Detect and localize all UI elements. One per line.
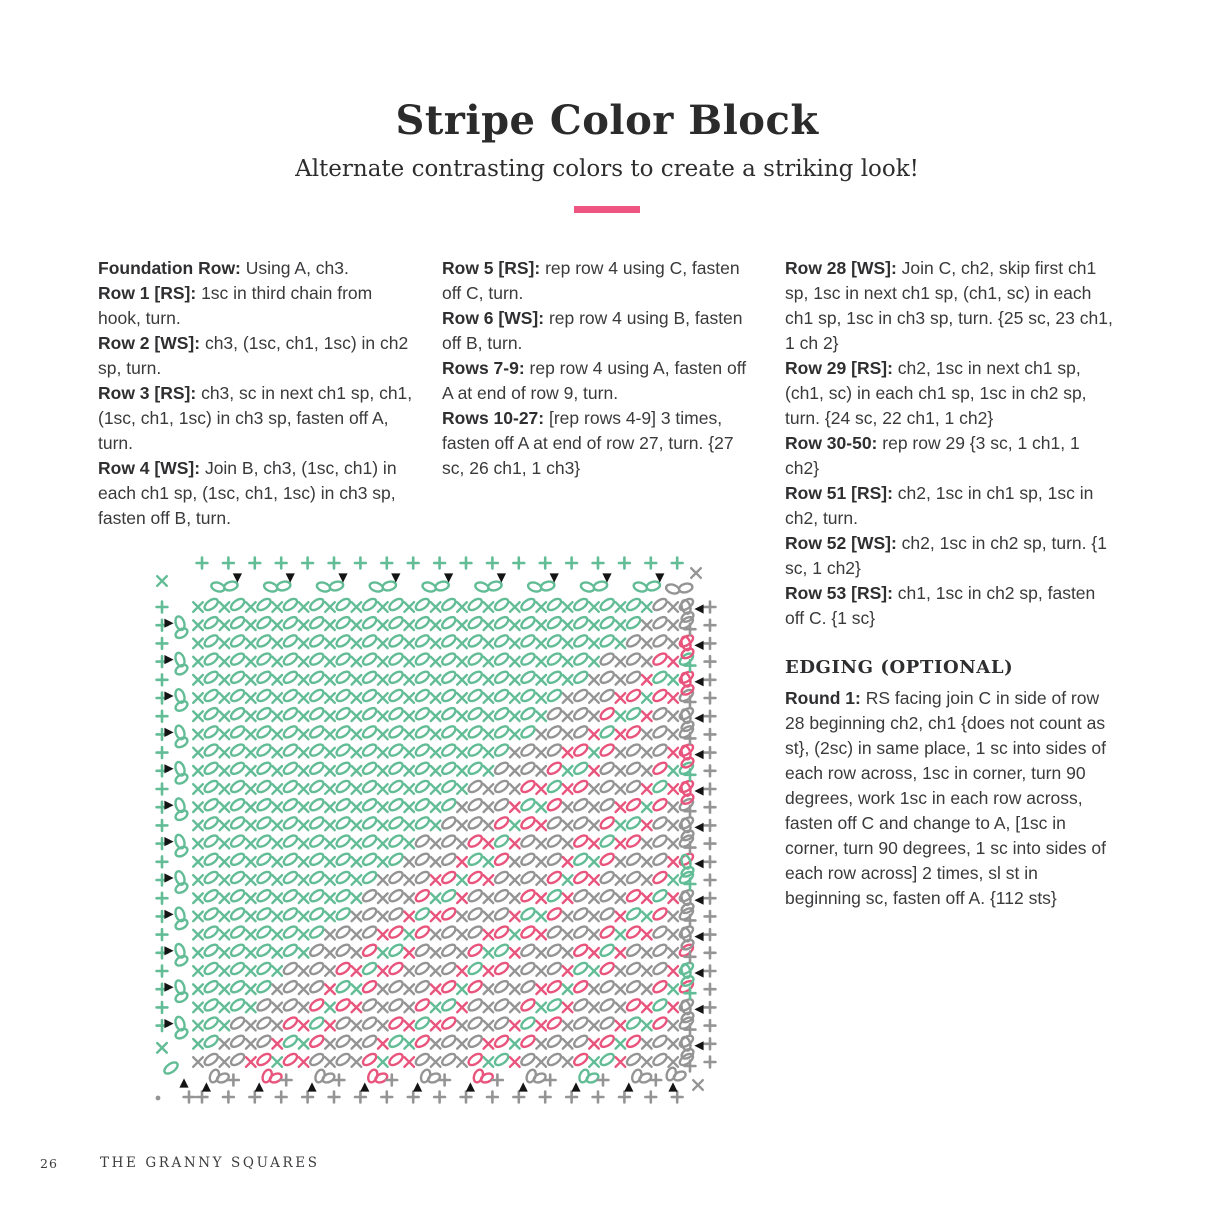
- pattern-row: [98, 456, 416, 531]
- row-text: ch3, (1sc, ch1, 1sc) in ch2 sp, turn.: [98, 333, 409, 378]
- pattern-column-2: [442, 256, 760, 481]
- pattern-column-3: [785, 256, 1117, 911]
- row-text: rep row 4 using C, fasten off C, turn.: [442, 258, 740, 303]
- book-title: THE GRANNY SQUARES: [100, 1155, 320, 1171]
- pattern-row: [98, 331, 416, 381]
- page-title: Stripe Color Block: [395, 97, 819, 144]
- row-label: Rows 7-9:: [442, 358, 525, 378]
- pattern-row: [98, 381, 416, 456]
- row-label: Row 3 [RS]:: [98, 383, 197, 403]
- row-text: ch2, 1sc in next ch1 sp, (ch1, sc) in each ch1 sp, 1sc in ch2 sp, turn. {24 sc, 22 ch1, 1 ch2}: [785, 358, 1087, 428]
- row-label: Row 1 [RS]:: [98, 283, 197, 303]
- row-label: Row 53 [RS]:: [785, 583, 893, 603]
- row-text: ch3, sc in next ch1 sp, ch1, (1sc, ch1, 1sc) in ch3 sp, fasten off A, turn.: [98, 383, 413, 453]
- page-number: 26: [40, 1156, 58, 1171]
- row-text: ch2, 1sc in ch1 sp, 1sc in ch2, turn.: [785, 483, 1094, 528]
- pattern-row: [98, 281, 416, 331]
- row-label: Row 6 [WS]:: [442, 308, 545, 328]
- row-text: rep row 4 using B, fasten off B, turn.: [442, 308, 743, 353]
- row-text: [rep rows 4-9] 3 times, fasten off A at end of row 27, turn. {27 sc, 26 ch1, 1 ch3}: [442, 408, 734, 478]
- page-header: [0, 0, 1214, 213]
- row-text: RS facing join C in side of row 28 beginning ch2, ch1 {does not count as st}, (2sc) in same place, 1 sc into sides of each row across, 1sc in corner, turn 90 degrees, work 1sc in each row across, fasten off C and change to A, [1sc in corner, turn 90 degrees, 1 sc into sides of each row across] 2 times, sl st in beginning sc, fasten off A. {112 sts}: [785, 688, 1107, 908]
- row-text: Join C, ch2, skip first ch1 sp, 1sc in next ch1 sp, (ch1, sc) in each ch1 sp, 1sc in ch3 sp, turn. {25 sc, 23 ch1, 1 ch 2}: [785, 258, 1113, 353]
- pattern-row: [442, 306, 760, 356]
- pattern-row: [442, 256, 760, 306]
- pattern-row: [785, 686, 1117, 911]
- pattern-row: [98, 256, 416, 281]
- accent-divider: [574, 206, 640, 213]
- edging-heading: EDGING (OPTIONAL): [785, 657, 1014, 678]
- crochet-chart: [146, 549, 726, 1111]
- row-label: Row 30-50:: [785, 433, 878, 453]
- pattern-row: [785, 481, 1117, 531]
- row-text: Join B, ch3, (1sc, ch1) in each ch1 sp, (1sc, ch1, 1sc) in ch3 sp, fasten off B, turn.: [98, 458, 397, 528]
- pattern-row: [785, 356, 1117, 431]
- row-label: Rows 10-27:: [442, 408, 545, 428]
- row-label: Row 2 [WS]:: [98, 333, 201, 353]
- crochet-chart-svg: [146, 549, 726, 1111]
- row-text: Using A, ch3.: [240, 258, 349, 278]
- row-text: ch1, 1sc in ch2 sp, fasten off C. {1 sc}: [785, 583, 1096, 628]
- row-label: Row 52 [WS]:: [785, 533, 897, 553]
- pattern-row: [785, 431, 1117, 481]
- row-text: rep row 4 using A, fasten off A at end of row 9, turn.: [442, 358, 747, 403]
- row-label: Row 29 [RS]:: [785, 358, 893, 378]
- row-text: rep row 29 {3 sc, 1 ch1, 1 ch2}: [785, 433, 1080, 478]
- pattern-column-1: [98, 256, 416, 531]
- row-text: ch2, 1sc in ch2 sp, turn. {1 sc, 1 ch2}: [785, 533, 1107, 578]
- pattern-row: [442, 356, 760, 406]
- page-footer: [0, 1150, 1214, 1190]
- row-label: Row 51 [RS]:: [785, 483, 893, 503]
- pattern-row: [785, 256, 1117, 356]
- row-label: Row 28 [WS]:: [785, 258, 897, 278]
- pattern-row: [442, 406, 760, 481]
- row-text: 1sc in third chain from hook, turn.: [98, 283, 373, 328]
- pattern-row: [785, 531, 1117, 581]
- row-label: Row 5 [RS]:: [442, 258, 541, 278]
- row-label: Round 1:: [785, 688, 861, 708]
- pattern-row: [785, 581, 1117, 631]
- row-label: Foundation Row:: [98, 258, 241, 278]
- row-label: Row 4 [WS]:: [98, 458, 201, 478]
- page-subtitle: Alternate contrasting colors to create a striking look!: [295, 156, 919, 182]
